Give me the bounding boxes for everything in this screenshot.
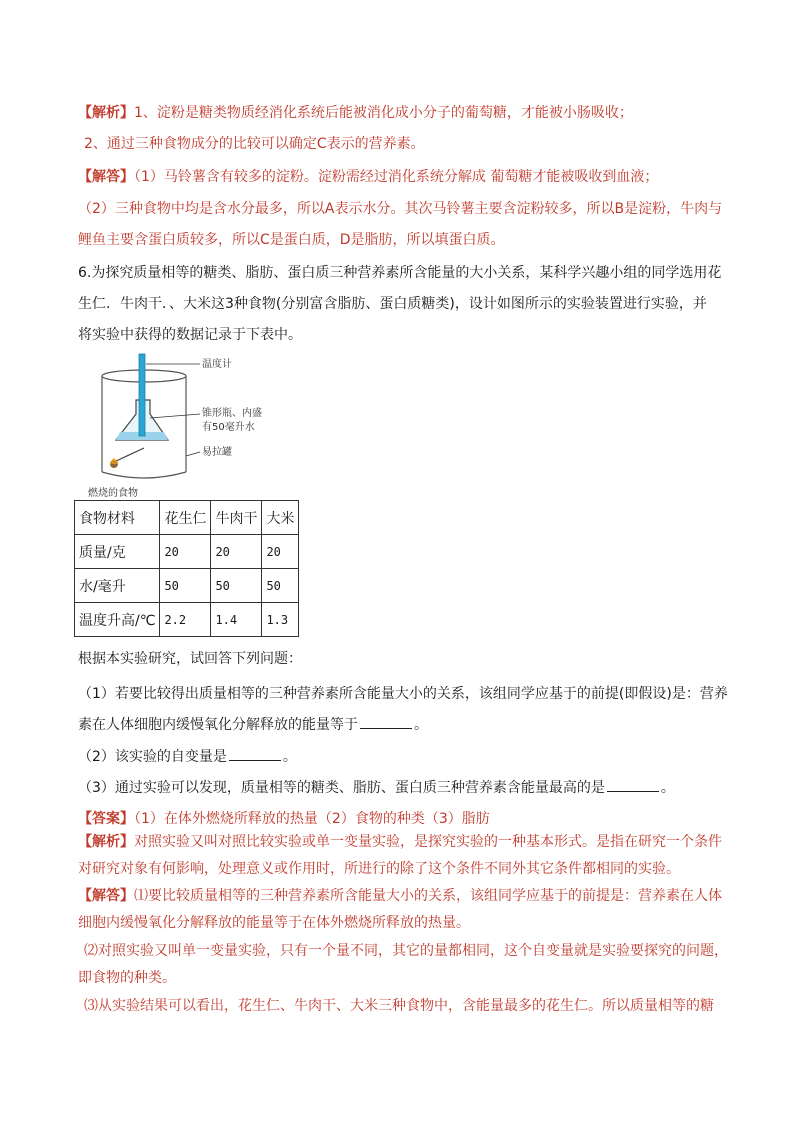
solution2-tag: 【解答】 xyxy=(78,888,134,904)
data-table xyxy=(74,500,299,637)
label-food: 燃烧的食物 xyxy=(88,488,138,499)
table-cell: 温度升高/℃ xyxy=(75,603,160,637)
apparatus-diagram xyxy=(84,352,262,500)
answer-blank xyxy=(360,714,412,729)
label-can: 易拉罐 xyxy=(202,447,232,458)
solution-text: （1）马铃薯含有较多的淀粉。淀粉需经过消化系统分解成 葡萄糖才能被吸收到血液； xyxy=(134,169,659,185)
analysis2-line-2: 对研究对象有何影响，处理意义或作用时，所进行的除了这个条件不同外其它条件都相同的实验。 xyxy=(78,861,680,877)
sub-question-3 xyxy=(78,777,675,798)
answer-blank xyxy=(607,777,659,792)
solution-line-3: 鲤鱼主要含蛋白质较多，所以C是蛋白质，D是脂肪，所以填蛋白质。 xyxy=(78,232,505,248)
apparatus-figure xyxy=(84,352,262,500)
table-header-cell: 大米 xyxy=(262,501,299,535)
table-row xyxy=(75,535,299,569)
label-flask-2: 有50毫升水 xyxy=(202,422,255,433)
solution2-text: ⑴要比较质量相等的三种营养素所含能量大小的关系，该组同学应基于的前提是：营养素在人体 xyxy=(134,888,722,904)
sub-question-1-text: 素在人体细胞内缓慢氧化分解释放的能量等于 xyxy=(78,717,358,733)
answer-blank xyxy=(229,746,281,761)
table-cell: 50 xyxy=(160,569,211,603)
table-cell: 1.3 xyxy=(262,603,299,637)
sub-question-3-end: 。 xyxy=(660,780,675,796)
solution2-line-4: 即食物的种类。 xyxy=(78,970,176,986)
answer-text: （1）在体外燃烧所释放的热量（2）食物的种类（3）脂肪 xyxy=(134,811,490,827)
sub-question-1-end: 。 xyxy=(414,717,428,733)
table-cell: 50 xyxy=(262,569,299,603)
answer-tag: 【答案】 xyxy=(78,811,134,827)
sub-question-1-line-2 xyxy=(78,714,428,735)
answer-line xyxy=(78,809,490,829)
analysis2-text: 对照实验又叫对照比较实验或单一变量实验，是探究实验的一种基本形式。是指在研究一个条件 xyxy=(134,834,722,850)
label-thermometer: 温度计 xyxy=(202,359,232,370)
table-cell: 质量/克 xyxy=(75,535,160,569)
sub-question-3-text: （3）通过实验可以发现，质量相等的糖类、脂肪、蛋白质三种营养素含能量最高的是 xyxy=(78,780,605,796)
solution2-line-5: ⑶从实验结果可以看出，花生仁、牛肉干、大米三种食物中，含能量最多的花生仁。所以质量相等的糖 xyxy=(84,998,714,1014)
table-cell: 20 xyxy=(211,535,262,569)
thermometer-shape xyxy=(139,354,145,436)
analysis-tag: 【解析】 xyxy=(78,105,134,121)
table-cell: 1.4 xyxy=(211,603,262,637)
analysis-text: 1、淀粉是糖类物质经消化系统后能被消化成小分子的葡萄糖，才能被小肠吸收； xyxy=(134,105,633,121)
question-line-1: 6.为探究质量相等的糖类、脂肪、蛋白质三种营养素所含能量的大小关系，某科学兴趣小组的同学选用花 xyxy=(78,265,722,281)
table-cell: 2.2 xyxy=(160,603,211,637)
sub-question-1-line-1: （1）若要比较得出质量相等的三种营养素所含能量大小的关系，该组同学应基于的前提(即假设)是：营养 xyxy=(78,686,728,702)
solution-line-2: （2）三种食物中均是含水分最多，所以A表示水分。其次马铃薯主要含淀粉较多，所以B是淀粉，牛肉与 xyxy=(78,201,723,217)
table-cell: 水/毫升 xyxy=(75,569,160,603)
solution-tag: 【解答】 xyxy=(78,169,134,185)
table-row xyxy=(75,603,299,637)
solution2-line-2: 细胞内缓慢氧化分解释放的能量等于在体外燃烧所释放的热量。 xyxy=(78,915,470,931)
question-line-2: 生仁．牛肉干．、大米这3种食物(分别富含脂肪、蛋白质糖类)，设计如图所示的实验装置进行实验，并 xyxy=(78,296,707,312)
solution-line-1 xyxy=(78,167,658,187)
table-cell: 20 xyxy=(262,535,299,569)
table-header-cell: 牛肉干 xyxy=(211,501,262,535)
sub-question-2 xyxy=(78,746,297,767)
analysis2-line-1 xyxy=(78,832,722,852)
solution2-line-1 xyxy=(78,886,722,906)
analysis-line-2: 2、通过三种食物成分的比较可以确定C表示的营养素。 xyxy=(84,136,425,152)
analysis-line-1 xyxy=(78,103,633,123)
table-cell: 20 xyxy=(160,535,211,569)
sub-question-2-text: （2）该实验的自变量是 xyxy=(78,749,227,765)
prompt-line: 根据本实验研究，试回答下列问题： xyxy=(78,651,302,667)
analysis2-tag: 【解析】 xyxy=(78,834,134,850)
solution2-line-3: ⑵对照实验又叫单一变量实验，只有一个量不同，其它的量都相同，这个自变量就是实验要探究的问题， xyxy=(84,943,728,959)
table-header-row xyxy=(75,501,299,535)
table-header-cell: 食物材料 xyxy=(75,501,160,535)
sub-question-2-end: 。 xyxy=(282,749,297,765)
table-cell: 50 xyxy=(211,569,262,603)
question-line-3: 将实验中获得的数据记录于下表中。 xyxy=(78,327,302,343)
table-header-cell: 花生仁 xyxy=(160,501,211,535)
table-row xyxy=(75,569,299,603)
label-flask: 锥形瓶、内盛 xyxy=(202,408,262,419)
